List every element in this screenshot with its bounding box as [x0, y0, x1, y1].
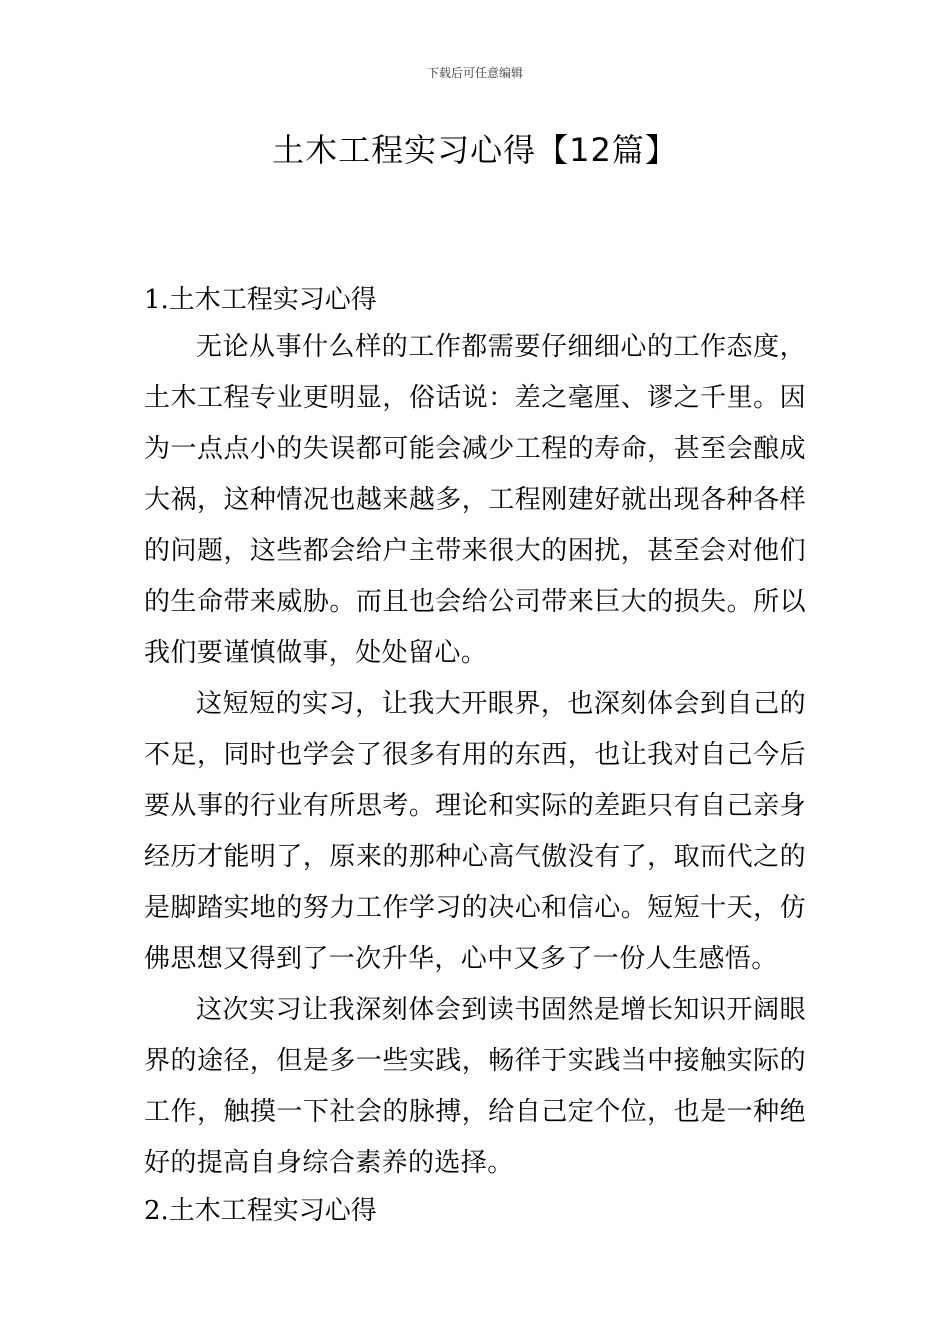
- paragraph-1: 无论从事什么样的工作都需要仔细细心的工作态度，土木工程专业更明显，俗话说：差之毫厘、谬之千里。因为一点点小的失误都可能会减少工程的寿命，甚至会酿成大祸，这种情况也越来越多，工程刚建好就出现各种各样的问题，这些都会给户主带来很大的困扰，甚至会对他们的生命带来威胁。而且也会给公司带来巨大的损失。所以我们要谨慎做事，处处留心。: [144, 332, 806, 668]
- section-heading-2: 2.土木工程实习心得: [144, 1196, 377, 1226]
- paragraph-2: 这短短的实习，让我大开眼界，也深刻体会到自己的不足，同时也学会了很多有用的东西，也让我对自己今后要从事的行业有所思考。理论和实际的差距只有自己亲身经历才能明了，原来的那种心高气傲没有了，取而代之的是脚踏实地的努力工作学习的决心和信心。短短十天，仿佛思想又得到了一次升华，心中又多了一份人生感悟。: [144, 689, 806, 974]
- section-heading-1: 1.土木工程实习心得: [144, 285, 377, 315]
- header-note: 下载后可任意编辑: [426, 66, 523, 80]
- document-body: [144, 278, 806, 1233]
- document-title: 土木工程实习心得【12篇】: [272, 131, 678, 169]
- paragraph-3: 这次实习让我深刻体会到读书固然是增长知识开阔眼界的途径，但是多一些实践，畅徉于实践当中接触实际的工作，触摸一下社会的脉搏，给自己定个位，也是一种绝好的提高自身综合素养的选择。: [144, 995, 806, 1178]
